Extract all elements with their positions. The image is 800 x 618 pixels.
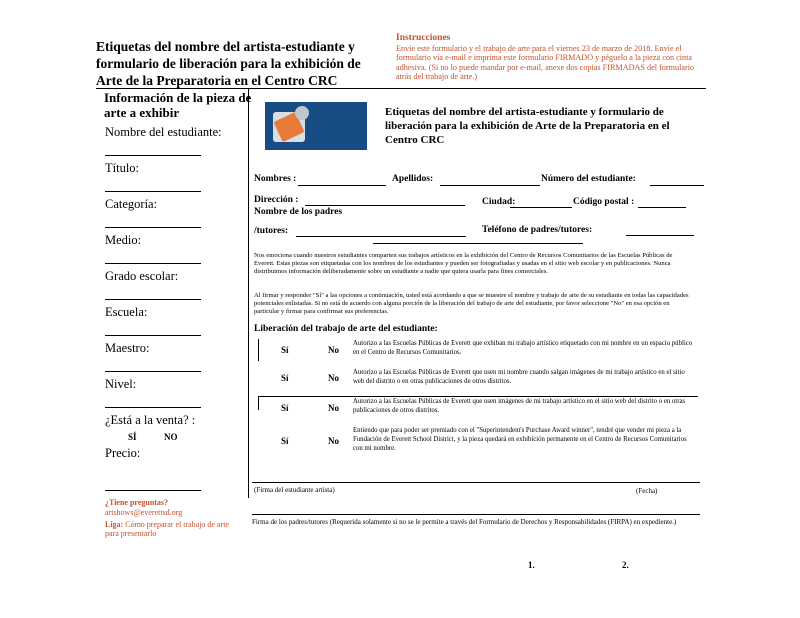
instructions-heading: Instrucciones: [396, 33, 451, 43]
field-label-guardians: /tutores:: [254, 226, 289, 236]
field-label-level: Nivel:: [105, 377, 137, 391]
form-title: Etiquetas del nombre del artista-estudiante y formulario de liberación para la exhibición de Arte de la Preparatoria en el Centro CRC: [385, 106, 670, 146]
release-1-no[interactable]: No: [328, 345, 339, 355]
release-title: Liberación del trabajo de arte del estudiante:: [254, 324, 438, 334]
field-label-for-sale: ¿Está a la venta? :: [105, 413, 196, 427]
student-signature-line[interactable]: [252, 482, 700, 483]
field-line-student-name[interactable]: [105, 155, 201, 156]
document-title: Etiquetas del nombre del artista-estudiante y formulario de liberación para la exhibición de Arte de la Preparatoria en el Centro CRC: [96, 39, 361, 88]
field-label-city: Ciudad:: [482, 197, 516, 207]
field-line-phone[interactable]: [626, 235, 694, 236]
field-label-address: Dirección :: [254, 195, 299, 205]
field-label-student-number: Número del estudiante:: [541, 174, 636, 184]
field-label-category: Categoría:: [105, 197, 158, 211]
field-label-medium: Medio:: [105, 233, 142, 247]
field-line-last-name[interactable]: [440, 185, 540, 186]
field-label-price: Precio:: [105, 446, 141, 460]
left-panel-heading: Información de la pieza de arte a exhibir: [104, 90, 252, 120]
field-line-grade[interactable]: [105, 299, 201, 300]
field-line-level[interactable]: [105, 407, 201, 408]
field-line-address[interactable]: [305, 205, 465, 206]
release-3-yes[interactable]: Sí: [281, 403, 289, 413]
contact-email[interactable]: artshows@everettsd.org: [105, 508, 183, 517]
field-label-school: Escuela:: [105, 305, 148, 319]
field-label-grade: Grado escolar:: [105, 269, 179, 283]
field-line-student-number[interactable]: [650, 185, 704, 186]
header-divider: [96, 88, 706, 89]
field-line-parents[interactable]: [296, 236, 466, 237]
release-2-no[interactable]: No: [328, 373, 339, 383]
instructions-text: Envíe este formulario y el trabajo de arte para el viernes 23 de marzo de 2018. Envíe el formulario vía e-mail e imprima este formulario FIRMADO y péguelo a la pieza con cinta adhesiva. (Si no lo puede mandar por e-mail, anexe dos copias FIRMADAS del formulario atrás del trabajo de arte.): [396, 43, 695, 82]
intro-paragraph: Nos emociona cuando nuestros estudiantes comparten sus trabajos artísticos en la exhibición del Centro de Recursos Comunitarios de las Escuelas Públicas de Everett. Estas piezas son etiquetadas con los nombres de los estudiantes y pueden ser fotografiadas y usadas en el sitio web escolar y en publicaciones. Nunca distribuimos información deliberadamente sobre un estudiante a nadie que quiera usarla para fines comerciales.: [254, 252, 673, 275]
questions-label: ¿Tiene preguntas?: [105, 498, 169, 507]
instructions: [396, 34, 701, 82]
release-4-text: Entiendo que para poder ser premiado con el "Superintendent's Purchase Award winner", tendré que vender mi pieza a la Fundación de Everett School District, y la pieza quedará en exhibición permanente en el Centro de Recursos Comunitarios con mi nombre.: [353, 427, 687, 452]
field-line-price[interactable]: [105, 490, 201, 491]
field-label-last-name: Apellidos:: [392, 174, 434, 184]
field-line-medium[interactable]: [105, 263, 201, 264]
parent-signature-line[interactable]: [252, 514, 700, 515]
field-line-first-name[interactable]: [298, 185, 386, 186]
release-2-text: Autorizo a las Escuelas Públicas de Everett que usen mi nombre cuando salgan imágenes de mi trabajo artístico en el sitio web del distrito o en otras publicaciones de otros distritos.: [353, 369, 685, 385]
release-1-text: Autorizo a las Escuelas Públicas de Everett que exhiban mi trabajo artístico etiquetado con mi nombre en un espacio público en el Centro de Recursos Comunitarios.: [353, 340, 693, 356]
release-4-yes[interactable]: Sí: [281, 436, 289, 446]
field-line-city[interactable]: [510, 207, 572, 208]
field-underline: [373, 243, 583, 244]
sale-no-option[interactable]: NO: [164, 432, 178, 442]
release-3-no[interactable]: No: [328, 403, 339, 413]
release-4-no[interactable]: No: [328, 436, 339, 446]
field-line-title[interactable]: [105, 191, 201, 192]
release-2-yes[interactable]: Sí: [281, 373, 289, 383]
field-label-phone: Teléfono de padres/tutores:: [482, 225, 593, 235]
release-3-text: Autorizo a las Escuelas Públicas de Everett que usen imágenes de mi trabajo artístico en el sitio web del distrito o en otras publicaciones de otros distritos.: [353, 398, 686, 414]
date-label: (Fecha): [636, 487, 658, 495]
field-label-zip: Código postal :: [573, 197, 635, 207]
panel-divider: [248, 88, 249, 498]
consent-paragraph: Al firmar y responder "Sí" a las opciones a continuación, usted está acordando a que se muestre el nombre y trabajo de arte de su estudiante en todas las capacidades potenciales enlistadas. Si no está de acuerdo con alguna porción de la liberación del trabajo de arte del estudiante, por favor seleccione "No" en esa opción en particular y firmar para confirmar sus preferencias.: [254, 292, 689, 315]
field-label-parents: Nombre de los padres: [254, 207, 343, 217]
field-line-school[interactable]: [105, 335, 201, 336]
number-1: 1.: [528, 560, 535, 570]
field-label-title: Título:: [105, 161, 140, 175]
release-1-yes[interactable]: Sí: [281, 345, 289, 355]
parent-signature-label: Firma de los padres/tutores (Requerida solamente si no se le permite a través del Formulario de Derechos y Responsabilidades (FIRPA) en expediente.): [252, 518, 677, 526]
field-label-teacher: Maestro:: [105, 341, 150, 355]
field-line-teacher[interactable]: [105, 371, 201, 372]
number-2: 2.: [622, 560, 629, 570]
field-label-first-name: Nombres :: [254, 174, 297, 184]
sale-yes-option[interactable]: SÍ: [128, 432, 137, 442]
field-line-category[interactable]: [105, 227, 201, 228]
prep-link[interactable]: [105, 520, 230, 538]
link-label: Liga:: [105, 520, 124, 529]
field-line-zip[interactable]: [638, 207, 686, 208]
release-bracket: [258, 396, 259, 410]
field-label-student-name: Nombre del estudiante:: [105, 125, 222, 139]
link-text[interactable]: Cómo preparar el trabajo de arte para presentarlo: [105, 520, 229, 538]
district-logo: [265, 102, 367, 150]
release-bracket: [258, 339, 259, 361]
student-signature-label: (Firma del estudiante artista): [254, 486, 335, 494]
